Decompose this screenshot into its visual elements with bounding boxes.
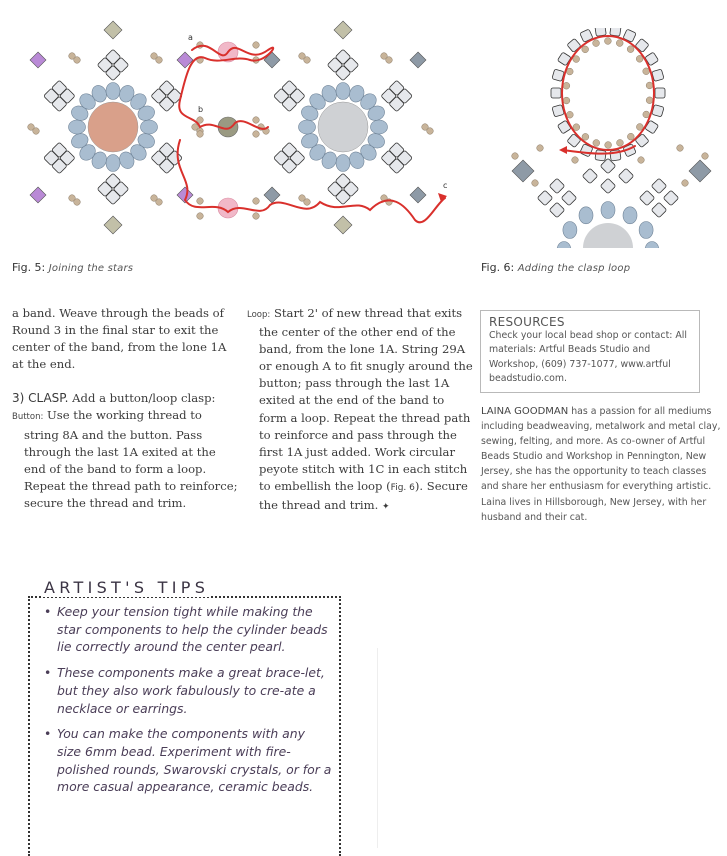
instructions-column-2: [247, 305, 473, 516]
seed-bead: [582, 46, 589, 53]
label-c: c: [443, 181, 448, 190]
seed-bead: [566, 68, 573, 75]
crystal-bead: [264, 187, 280, 203]
crystal-bead: [512, 160, 534, 182]
cylinder-bead: [567, 38, 581, 52]
author-name: LAINA GOODMAN: [481, 406, 569, 417]
seed-bead: [563, 97, 570, 104]
crystal-bead: [104, 216, 122, 234]
cylinder-bead: [651, 202, 667, 218]
blue-bead: [645, 242, 659, 249]
cylinder-bead: [635, 134, 649, 148]
crystal-bead: [104, 21, 122, 39]
cylinder-bead: [551, 88, 561, 98]
seed-bead: [616, 40, 623, 47]
seed-bead: [253, 117, 260, 124]
seed-bead: [563, 82, 570, 89]
seed-bead: [646, 97, 653, 104]
seed-bead: [156, 57, 163, 64]
seed-bead: [253, 131, 260, 138]
figure-5-label: Fig. 5:: [12, 261, 46, 274]
cylinder-bead: [537, 190, 553, 206]
loop-run-label: Loop:: [247, 310, 271, 320]
resources-body: Check your local bead shop or contact: All materials: Artful Beads Studio and Workshop, (609) 737-1077, www.artful beadstudio.com.: [489, 330, 688, 385]
cylinder-bead: [549, 178, 565, 194]
cylinder-bead: [600, 178, 616, 194]
seed-bead: [682, 180, 689, 187]
blue-bead: [106, 83, 120, 100]
seed-bead: [197, 198, 204, 205]
figure-6-description: Adding the clasp loop: [517, 263, 631, 274]
cylinder-bead: [595, 28, 606, 36]
step-heading: 3) CLASP.: [12, 391, 69, 406]
crystal-bead: [689, 160, 711, 182]
blue-bead: [639, 222, 653, 239]
seed-bead: [638, 157, 645, 164]
seed-bead: [386, 57, 393, 64]
clasp-step: [12, 390, 240, 407]
seed-bead: [572, 157, 579, 164]
seed-bead: [643, 111, 650, 118]
tip-text: You can make the components with any size 6mm bead. Experiment with fire-polished rounds, Swarovski crystals, or for a more casual appearance, ceramic beads.: [57, 726, 332, 795]
artists-tips-title: ARTIST'S TIPS: [44, 578, 210, 597]
seed-bead: [617, 139, 624, 146]
crystal-bead: [410, 52, 426, 68]
author-bio-text: has a passion for all mediums including beadweaving, metalwork and metal clay, sewing, felting, and more. As co-owner of Artful Beads Studio and Workshop in Pennington, New Jersey, she has the opportunity to teach classes and share her enthusiasm for everything artistic. Laina lives in Hillsborough, New Jersey, with her husband and their cat.: [481, 406, 721, 523]
seed-bead: [643, 68, 650, 75]
blue-bead: [141, 120, 158, 134]
blue-bead: [106, 155, 120, 172]
cylinder-bead: [663, 190, 679, 206]
arrow-icon: [559, 146, 567, 154]
bullet-icon: •: [44, 665, 52, 681]
step-intro: Add a button/loop clasp:: [72, 391, 216, 406]
blue-bead: [563, 222, 577, 239]
label-b: b: [198, 105, 204, 114]
end-mark-icon: ✦: [381, 502, 390, 513]
seed-bead: [537, 145, 544, 152]
seed-bead: [582, 133, 589, 140]
button-text: Use the working thread to string 8A and the button. Pass through the last 1A exited at the end of the band to form a loop. Repeat the thread path to reinforce; secure the thread and trim.: [24, 408, 238, 510]
seed-bead: [677, 145, 684, 152]
cylinder-bead: [549, 202, 565, 218]
crystal-bead: [30, 187, 46, 203]
resources-title: RESOURCES: [489, 315, 565, 329]
cylinder-bead: [595, 150, 606, 161]
cylinder-bead: [655, 88, 665, 98]
seed-bead: [74, 57, 81, 64]
seed-bead: [702, 153, 709, 160]
tip-text: Keep your tension tight while making the star components to help the cylinder beads lie correctly around the center pearl.: [57, 604, 328, 655]
loop-instructions: [247, 305, 473, 516]
center-pearl: [318, 102, 368, 152]
seed-bead: [646, 82, 653, 89]
figure-6-label: Fig. 6:: [481, 261, 515, 274]
seed-bead: [512, 153, 519, 160]
figure-6-caption: [481, 261, 630, 274]
figure-5-description: Joining the stars: [48, 263, 134, 274]
tip-item: [42, 725, 332, 796]
bullet-icon: •: [44, 726, 52, 742]
cylinder-bead: [639, 190, 655, 206]
seed-bead: [593, 40, 600, 47]
seed-bead: [253, 198, 260, 205]
loop-text-part-2: ). Secure the thread and trim.: [259, 478, 468, 513]
seed-bead: [604, 38, 611, 45]
crystal-bead: [334, 21, 352, 39]
seed-bead: [253, 213, 260, 220]
seed-bead: [636, 124, 643, 131]
blue-bead: [69, 120, 86, 134]
seed-bead: [573, 56, 580, 63]
thread-loop: [562, 36, 654, 150]
blue-bead: [579, 207, 593, 224]
blue-bead: [336, 83, 350, 100]
resources-box: [480, 310, 700, 393]
loop-text-part-1: Start 2' of new thread that exits the center of the other end of the band, from the lone 1A. String 29A or enough A to fit snugly around the button; pass through the last 1A exited at the end of the band to form a loop. Repeat the thread path to reinforce and pass through the first 1A just added. Work circular peyote stitch with 1C in each stitch to embellish the loop (: [259, 306, 473, 493]
blue-bead: [299, 120, 316, 134]
blue-bead: [371, 120, 388, 134]
seed-bead: [566, 111, 573, 118]
center-pearl: [583, 223, 633, 248]
seed-bead: [156, 199, 163, 206]
column-divider: [377, 648, 378, 848]
seed-bead: [197, 213, 204, 220]
blue-bead: [336, 155, 350, 172]
instructions-column-1: [12, 305, 240, 512]
seed-bead: [74, 199, 81, 206]
seed-bead: [33, 128, 40, 135]
blue-bead: [623, 207, 637, 224]
center-pearl: [88, 102, 138, 152]
artists-tips-list: [42, 603, 332, 804]
author-bio: [481, 404, 721, 525]
seed-bead: [627, 133, 634, 140]
seed-bead: [593, 140, 600, 147]
figure-6-reference: Fig. 6: [390, 482, 415, 493]
crystal-bead: [264, 52, 280, 68]
seed-bead: [253, 42, 260, 49]
tip-item: [42, 664, 332, 717]
cylinder-bead: [567, 134, 581, 148]
seed-bead: [532, 180, 539, 187]
label-a: a: [188, 33, 193, 42]
crystal-bead: [334, 216, 352, 234]
crystal-bead: [30, 52, 46, 68]
figure-5-caption: [12, 261, 133, 274]
bullet-icon: •: [44, 604, 52, 619]
seed-bead: [605, 142, 612, 149]
button-run-label: Button:: [12, 412, 44, 423]
figure-5-joining-stars: [20, 20, 480, 250]
blue-bead: [557, 242, 571, 249]
crystal-bead: [410, 187, 426, 203]
cylinder-bead: [582, 168, 598, 184]
seed-bead: [573, 124, 580, 131]
paragraph-weave-through: a band. Weave through the beads of Round 3 in the final star to exit the center of the band, from the lone 1A at the end.: [12, 306, 227, 372]
button-instructions: [12, 407, 240, 512]
tip-text: These components make a great brace-let, but they also work fabulously to cre-ate a necklace or earrings.: [57, 665, 325, 716]
blue-bead: [601, 202, 615, 219]
cylinder-bead: [618, 168, 634, 184]
seed-bead: [636, 55, 643, 62]
cylinder-bead: [561, 190, 577, 206]
seed-bead: [304, 57, 311, 64]
seed-bead: [627, 46, 634, 53]
figure-6-clasp-loop: [505, 28, 727, 248]
seed-bead: [197, 131, 204, 138]
cylinder-bead: [610, 28, 621, 36]
seed-bead: [304, 199, 311, 206]
tip-item: [42, 603, 332, 656]
seed-bead: [427, 128, 434, 135]
cylinder-bead: [651, 178, 667, 194]
cylinder-bead: [635, 38, 649, 52]
